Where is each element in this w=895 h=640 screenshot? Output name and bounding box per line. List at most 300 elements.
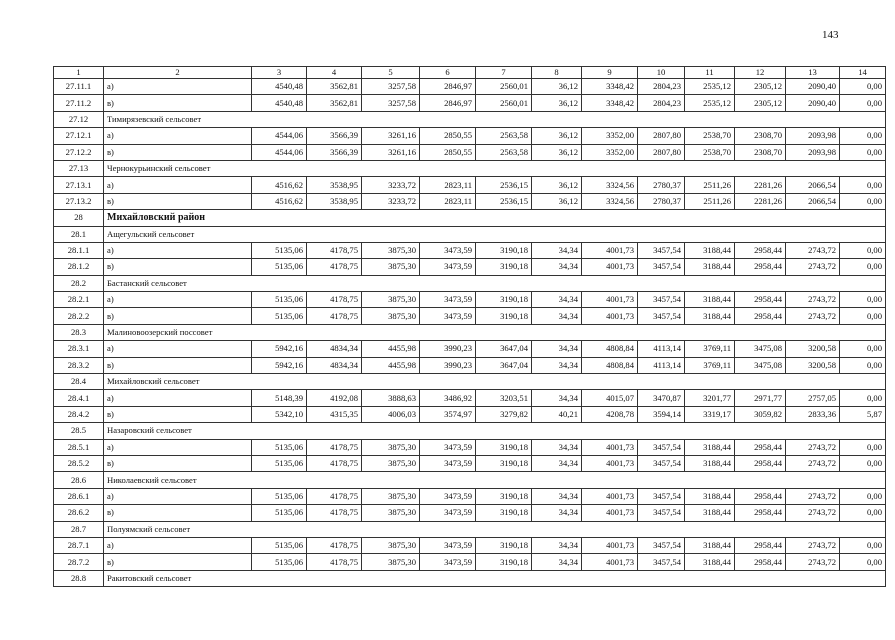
value-cell: 3875,30 (362, 554, 420, 570)
value-cell: 0,00 (840, 128, 886, 144)
value-cell: 2308,70 (735, 128, 786, 144)
value-cell: 2511,26 (685, 177, 735, 193)
row-number: 28.3 (54, 324, 104, 340)
value-cell: 0,00 (840, 341, 886, 357)
row-number: 27.11.2 (54, 95, 104, 111)
value-cell: 3574,97 (420, 406, 476, 422)
value-cell: 2563,58 (476, 128, 532, 144)
section-row (54, 570, 886, 586)
value-cell: 4178,75 (307, 537, 362, 553)
value-cell: 4001,73 (582, 455, 638, 471)
value-cell: 4178,75 (307, 505, 362, 521)
row-number: 28.2.2 (54, 308, 104, 324)
value-cell: 4178,75 (307, 488, 362, 504)
value-cell: 2743,72 (786, 554, 840, 570)
table-row (54, 144, 886, 160)
value-cell: 0,00 (840, 554, 886, 570)
value-cell: 3190,18 (476, 537, 532, 553)
value-cell: 4178,75 (307, 242, 362, 258)
row-label: в) (104, 144, 252, 160)
value-cell: 2305,12 (735, 95, 786, 111)
value-cell: 3190,18 (476, 554, 532, 570)
column-header: 14 (840, 67, 886, 79)
value-cell: 3188,44 (685, 242, 735, 258)
value-cell: 34,34 (532, 390, 582, 406)
value-cell: 5135,06 (252, 308, 307, 324)
value-cell: 3188,44 (685, 537, 735, 553)
value-cell: 3188,44 (685, 505, 735, 521)
value-cell: 4455,98 (362, 341, 420, 357)
value-cell: 34,34 (532, 341, 582, 357)
value-cell: 36,12 (532, 79, 582, 95)
column-header: 1 (54, 67, 104, 79)
value-cell: 2305,12 (735, 79, 786, 95)
value-cell: 3562,81 (307, 79, 362, 95)
value-cell: 5135,06 (252, 505, 307, 521)
table-body (54, 67, 886, 587)
section-row (54, 275, 886, 291)
table-row (54, 193, 886, 209)
value-cell: 2757,05 (786, 390, 840, 406)
value-cell: 2958,44 (735, 308, 786, 324)
row-label: в) (104, 357, 252, 373)
header-row (54, 67, 886, 79)
value-cell: 2560,01 (476, 79, 532, 95)
value-cell: 3188,44 (685, 292, 735, 308)
value-cell: 2958,44 (735, 554, 786, 570)
row-number: 27.12 (54, 111, 104, 127)
value-cell: 3188,44 (685, 308, 735, 324)
value-cell: 0,00 (840, 177, 886, 193)
value-cell: 4178,75 (307, 292, 362, 308)
value-cell: 3538,95 (307, 193, 362, 209)
row-number: 27.13.2 (54, 193, 104, 209)
value-cell: 5135,06 (252, 242, 307, 258)
row-number: 28.6 (54, 472, 104, 488)
value-cell: 0,00 (840, 488, 886, 504)
value-cell: 4001,73 (582, 292, 638, 308)
value-cell: 36,12 (532, 95, 582, 111)
value-cell: 0,00 (840, 95, 886, 111)
value-cell: 3324,56 (582, 177, 638, 193)
value-cell: 2560,01 (476, 95, 532, 111)
section-row (54, 111, 886, 127)
row-number: 28.6.2 (54, 505, 104, 521)
row-label: в) (104, 193, 252, 209)
row-label: а) (104, 292, 252, 308)
value-cell: 2850,55 (420, 128, 476, 144)
value-cell: 2958,44 (735, 537, 786, 553)
value-cell: 0,00 (840, 193, 886, 209)
value-cell: 5135,06 (252, 488, 307, 504)
table-row (54, 95, 886, 111)
value-cell: 34,34 (532, 455, 582, 471)
value-cell: 3990,23 (420, 341, 476, 357)
value-cell: 3473,59 (420, 505, 476, 521)
value-cell: 34,34 (532, 537, 582, 553)
value-cell: 3769,11 (685, 341, 735, 357)
value-cell: 2535,12 (685, 79, 735, 95)
value-cell: 5135,06 (252, 537, 307, 553)
value-cell: 3875,30 (362, 537, 420, 553)
value-cell: 3562,81 (307, 95, 362, 111)
table-row (54, 488, 886, 504)
row-number: 27.12.2 (54, 144, 104, 160)
value-cell: 4001,73 (582, 242, 638, 258)
row-number: 28.2 (54, 275, 104, 291)
value-cell: 3190,18 (476, 292, 532, 308)
value-cell: 3059,82 (735, 406, 786, 422)
value-cell: 2563,58 (476, 144, 532, 160)
row-number: 28.4 (54, 374, 104, 390)
value-cell: 3233,72 (362, 193, 420, 209)
value-cell: 4834,34 (307, 341, 362, 357)
row-number: 28.7 (54, 521, 104, 537)
value-cell: 2066,54 (786, 177, 840, 193)
value-cell: 3190,18 (476, 259, 532, 275)
value-cell: 3566,39 (307, 128, 362, 144)
value-cell: 0,00 (840, 259, 886, 275)
value-cell: 3457,54 (638, 242, 685, 258)
value-cell: 2846,97 (420, 79, 476, 95)
value-cell: 3201,77 (685, 390, 735, 406)
row-number: 28.4.1 (54, 390, 104, 406)
value-cell: 4808,84 (582, 357, 638, 373)
value-cell: 36,12 (532, 128, 582, 144)
value-cell: 2538,70 (685, 128, 735, 144)
value-cell: 3475,08 (735, 357, 786, 373)
value-cell: 3190,18 (476, 242, 532, 258)
value-cell: 5148,39 (252, 390, 307, 406)
table-row (54, 308, 886, 324)
value-cell: 3203,51 (476, 390, 532, 406)
value-cell: 3200,58 (786, 341, 840, 357)
page-number: 143 (822, 29, 839, 41)
column-header: 4 (307, 67, 362, 79)
value-cell: 4001,73 (582, 554, 638, 570)
value-cell: 3200,58 (786, 357, 840, 373)
value-cell: 2743,72 (786, 488, 840, 504)
value-cell: 4006,03 (362, 406, 420, 422)
value-cell: 3566,39 (307, 144, 362, 160)
value-cell: 3457,54 (638, 554, 685, 570)
row-number: 28.8 (54, 570, 104, 586)
value-cell: 3473,59 (420, 292, 476, 308)
section-title: Тимирязевский сельсовет (104, 111, 886, 127)
value-cell: 3190,18 (476, 439, 532, 455)
value-cell: 3473,59 (420, 242, 476, 258)
value-cell: 0,00 (840, 357, 886, 373)
row-label: в) (104, 505, 252, 521)
value-cell: 34,34 (532, 259, 582, 275)
value-cell: 3188,44 (685, 259, 735, 275)
value-cell: 3261,16 (362, 144, 420, 160)
value-cell: 34,34 (532, 292, 582, 308)
value-cell: 3647,04 (476, 341, 532, 357)
value-cell: 4001,73 (582, 505, 638, 521)
row-number: 28.5.1 (54, 439, 104, 455)
row-number: 28.7.2 (54, 554, 104, 570)
value-cell: 4540,48 (252, 79, 307, 95)
value-cell: 3473,59 (420, 488, 476, 504)
row-label: в) (104, 554, 252, 570)
value-cell: 0,00 (840, 390, 886, 406)
value-cell: 34,34 (532, 357, 582, 373)
value-cell: 3457,54 (638, 439, 685, 455)
value-cell: 3875,30 (362, 292, 420, 308)
value-cell: 4178,75 (307, 455, 362, 471)
value-cell: 2958,44 (735, 242, 786, 258)
column-header: 2 (104, 67, 252, 79)
value-cell: 3319,17 (685, 406, 735, 422)
value-cell: 5942,16 (252, 341, 307, 357)
section-row (54, 423, 886, 439)
value-cell: 3473,59 (420, 308, 476, 324)
value-cell: 3257,58 (362, 95, 420, 111)
value-cell: 3188,44 (685, 554, 735, 570)
value-cell: 4455,98 (362, 357, 420, 373)
row-number: 27.13.1 (54, 177, 104, 193)
value-cell: 5135,06 (252, 259, 307, 275)
value-cell: 2958,44 (735, 259, 786, 275)
value-cell: 3457,54 (638, 308, 685, 324)
value-cell: 3990,23 (420, 357, 476, 373)
section-row (54, 521, 886, 537)
value-cell: 3473,59 (420, 259, 476, 275)
value-cell: 3257,58 (362, 79, 420, 95)
section-row (54, 160, 886, 176)
table-row (54, 79, 886, 95)
value-cell: 0,00 (840, 144, 886, 160)
row-number: 28.1.2 (54, 259, 104, 275)
tariff-table (53, 66, 886, 587)
value-cell: 5342,10 (252, 406, 307, 422)
value-cell: 2807,80 (638, 144, 685, 160)
row-number: 28.2.1 (54, 292, 104, 308)
value-cell: 3457,54 (638, 455, 685, 471)
value-cell: 3473,59 (420, 439, 476, 455)
value-cell: 5942,16 (252, 357, 307, 373)
value-cell: 3888,63 (362, 390, 420, 406)
row-number: 28.5.2 (54, 455, 104, 471)
section-title: Чернокурьинский сельсовет (104, 160, 886, 176)
value-cell: 3538,95 (307, 177, 362, 193)
value-cell: 36,12 (532, 144, 582, 160)
value-cell: 4315,35 (307, 406, 362, 422)
value-cell: 3457,54 (638, 537, 685, 553)
value-cell: 2850,55 (420, 144, 476, 160)
value-cell: 2807,80 (638, 128, 685, 144)
section-title: Бастанский сельсовет (104, 275, 886, 291)
value-cell: 2958,44 (735, 292, 786, 308)
value-cell: 2833,36 (786, 406, 840, 422)
row-number: 27.13 (54, 160, 104, 176)
value-cell: 2743,72 (786, 242, 840, 258)
row-number: 27.12.1 (54, 128, 104, 144)
value-cell: 34,34 (532, 554, 582, 570)
row-label: в) (104, 455, 252, 471)
value-cell: 2093,98 (786, 128, 840, 144)
row-label: а) (104, 537, 252, 553)
column-header: 7 (476, 67, 532, 79)
row-number: 28 (54, 210, 104, 226)
value-cell: 0,00 (840, 455, 886, 471)
column-header: 11 (685, 67, 735, 79)
table-row (54, 439, 886, 455)
value-cell: 2958,44 (735, 455, 786, 471)
column-header: 6 (420, 67, 476, 79)
value-cell: 2090,40 (786, 79, 840, 95)
section-row (54, 374, 886, 390)
table-row (54, 341, 886, 357)
section-row (54, 472, 886, 488)
value-cell: 2093,98 (786, 144, 840, 160)
section-title: Ракитовский сельсовет (104, 570, 886, 586)
value-cell: 3190,18 (476, 455, 532, 471)
value-cell: 3473,59 (420, 537, 476, 553)
value-cell: 4015,07 (582, 390, 638, 406)
value-cell: 3875,30 (362, 505, 420, 521)
value-cell: 4178,75 (307, 554, 362, 570)
value-cell: 3457,54 (638, 505, 685, 521)
value-cell: 3457,54 (638, 488, 685, 504)
row-number: 28.5 (54, 423, 104, 439)
value-cell: 3188,44 (685, 439, 735, 455)
row-label: а) (104, 242, 252, 258)
value-cell: 4808,84 (582, 341, 638, 357)
value-cell: 2066,54 (786, 193, 840, 209)
district-title: Михайловский район (104, 210, 886, 226)
value-cell: 2538,70 (685, 144, 735, 160)
value-cell: 0,00 (840, 242, 886, 258)
value-cell: 40,21 (532, 406, 582, 422)
value-cell: 4192,08 (307, 390, 362, 406)
row-number: 28.7.1 (54, 537, 104, 553)
row-number: 28.1 (54, 226, 104, 242)
value-cell: 2536,15 (476, 177, 532, 193)
value-cell: 34,34 (532, 242, 582, 258)
row-number: 28.6.1 (54, 488, 104, 504)
value-cell: 2743,72 (786, 537, 840, 553)
section-title: Ащегульский сельсовет (104, 226, 886, 242)
value-cell: 2535,12 (685, 95, 735, 111)
value-cell: 3769,11 (685, 357, 735, 373)
value-cell: 4113,14 (638, 341, 685, 357)
value-cell: 2281,26 (735, 177, 786, 193)
table-row (54, 128, 886, 144)
table-row (54, 259, 886, 275)
value-cell: 4516,62 (252, 177, 307, 193)
table-row (54, 177, 886, 193)
table-row (54, 406, 886, 422)
value-cell: 3875,30 (362, 439, 420, 455)
value-cell: 0,00 (840, 79, 886, 95)
value-cell: 36,12 (532, 193, 582, 209)
value-cell: 4001,73 (582, 259, 638, 275)
table-row (54, 554, 886, 570)
column-header: 10 (638, 67, 685, 79)
value-cell: 3188,44 (685, 488, 735, 504)
value-cell: 3348,42 (582, 95, 638, 111)
value-cell: 2743,72 (786, 455, 840, 471)
value-cell: 4001,73 (582, 537, 638, 553)
value-cell: 3875,30 (362, 242, 420, 258)
section-title: Полуямский сельсовет (104, 521, 886, 537)
value-cell: 34,34 (532, 505, 582, 521)
value-cell: 34,34 (532, 488, 582, 504)
value-cell: 3473,59 (420, 455, 476, 471)
column-header: 12 (735, 67, 786, 79)
value-cell: 2743,72 (786, 292, 840, 308)
table-row (54, 357, 886, 373)
section-title: Николаевский сельсовет (104, 472, 886, 488)
row-label: а) (104, 390, 252, 406)
value-cell: 4544,06 (252, 144, 307, 160)
row-label: в) (104, 95, 252, 111)
column-header: 9 (582, 67, 638, 79)
value-cell: 0,00 (840, 505, 886, 521)
table-row (54, 242, 886, 258)
value-cell: 2804,23 (638, 95, 685, 111)
value-cell: 4208,78 (582, 406, 638, 422)
value-cell: 3647,04 (476, 357, 532, 373)
value-cell: 3470,87 (638, 390, 685, 406)
value-cell: 3261,16 (362, 128, 420, 144)
value-cell: 2743,72 (786, 439, 840, 455)
table-row (54, 455, 886, 471)
row-number: 28.1.1 (54, 242, 104, 258)
value-cell: 2780,37 (638, 177, 685, 193)
value-cell: 2743,72 (786, 308, 840, 324)
value-cell: 3875,30 (362, 488, 420, 504)
value-cell: 5135,06 (252, 439, 307, 455)
value-cell: 3190,18 (476, 488, 532, 504)
value-cell: 3486,92 (420, 390, 476, 406)
value-cell: 2823,11 (420, 193, 476, 209)
value-cell: 4001,73 (582, 308, 638, 324)
value-cell: 4001,73 (582, 439, 638, 455)
column-header: 5 (362, 67, 420, 79)
row-label: а) (104, 177, 252, 193)
section-title: Михайловский сельсовет (104, 374, 886, 390)
row-label: в) (104, 406, 252, 422)
section-row (54, 226, 886, 242)
value-cell: 4544,06 (252, 128, 307, 144)
value-cell: 2804,23 (638, 79, 685, 95)
value-cell: 4178,75 (307, 439, 362, 455)
value-cell: 3233,72 (362, 177, 420, 193)
value-cell: 2846,97 (420, 95, 476, 111)
row-number: 28.4.2 (54, 406, 104, 422)
value-cell: 34,34 (532, 308, 582, 324)
row-label: а) (104, 488, 252, 504)
value-cell: 4516,62 (252, 193, 307, 209)
value-cell: 2281,26 (735, 193, 786, 209)
value-cell: 4540,48 (252, 95, 307, 111)
column-header: 3 (252, 67, 307, 79)
table-row (54, 292, 886, 308)
column-header: 13 (786, 67, 840, 79)
value-cell: 0,00 (840, 308, 886, 324)
table-row (54, 390, 886, 406)
value-cell: 2780,37 (638, 193, 685, 209)
value-cell: 2743,72 (786, 259, 840, 275)
value-cell: 3457,54 (638, 292, 685, 308)
value-cell: 3473,59 (420, 554, 476, 570)
value-cell: 2536,15 (476, 193, 532, 209)
value-cell: 3352,00 (582, 128, 638, 144)
value-cell: 34,34 (532, 439, 582, 455)
